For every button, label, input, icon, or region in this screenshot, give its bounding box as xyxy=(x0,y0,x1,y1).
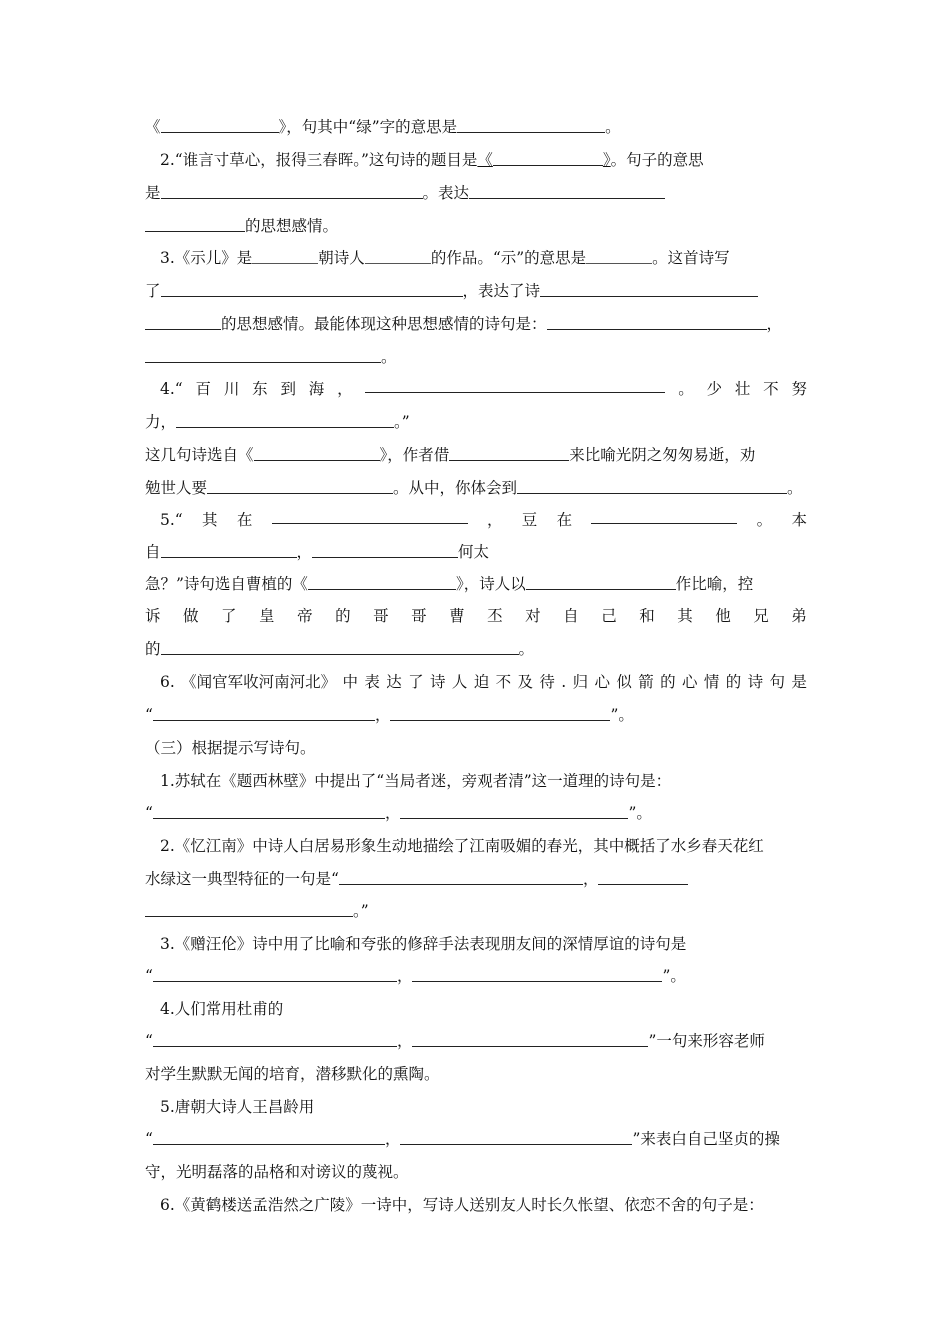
answer-blank[interactable] xyxy=(161,114,279,133)
text: 4.人们常用杜甫的 xyxy=(160,1000,284,1018)
text: 在 xyxy=(236,511,253,529)
line-s3-q4-c xyxy=(145,1059,807,1089)
text: 哥 xyxy=(373,607,389,625)
text: 的 xyxy=(145,640,161,658)
text: “ xyxy=(145,804,153,822)
text: 是 xyxy=(145,184,161,202)
text: 5.“ xyxy=(160,511,183,529)
text: ， xyxy=(384,1130,401,1148)
line-q4 xyxy=(145,374,807,404)
text: 是 xyxy=(791,673,807,691)
text: ， xyxy=(486,511,503,529)
text: 待 xyxy=(539,673,555,691)
line-s3-q3 xyxy=(145,929,822,959)
text: 3.《示儿》是 xyxy=(160,249,253,267)
answer-blank[interactable] xyxy=(390,702,610,721)
text: ， xyxy=(296,543,313,561)
text: ， xyxy=(396,967,413,985)
answer-blank[interactable] xyxy=(153,702,375,721)
text: 海 xyxy=(308,380,325,398)
answer-blank[interactable] xyxy=(145,213,245,232)
line-s3-q4 xyxy=(145,994,822,1024)
section-heading xyxy=(145,733,807,763)
text: 豆 xyxy=(521,511,538,529)
line-s3-q5-c xyxy=(145,1157,807,1187)
answer-blank[interactable] xyxy=(176,409,394,428)
text: 诗 xyxy=(747,673,764,691)
text: 勉世人要 xyxy=(145,479,208,497)
text: 兄 xyxy=(753,607,769,625)
answer-blank[interactable] xyxy=(365,374,665,393)
text: 本 xyxy=(791,511,807,529)
line-s3-q2-c xyxy=(145,896,807,926)
line-q4-d xyxy=(145,473,807,503)
line-q3-b xyxy=(145,276,807,306)
line-q3-d xyxy=(145,342,807,372)
text: 及 xyxy=(517,673,534,691)
line-q5-d xyxy=(145,601,807,631)
line-s3-q4-b xyxy=(145,1026,807,1056)
text: 句 xyxy=(769,673,785,691)
text: 努 xyxy=(791,380,807,398)
line-q1-end xyxy=(145,112,807,142)
text: 的思想感情。最能体现这种思想感情的诗句是： xyxy=(221,315,547,333)
answer-blank[interactable] xyxy=(365,245,431,264)
answer-blank[interactable] xyxy=(412,963,662,982)
text: 了 xyxy=(145,282,161,300)
text: 力， xyxy=(145,413,177,431)
text: 。 xyxy=(787,479,803,497)
text: 迫 xyxy=(473,673,490,691)
text: 5.唐朝大诗人王昌龄用 xyxy=(160,1098,315,1116)
text: 守，光明磊落的品格和对谤议的蔑视。 xyxy=(145,1163,409,1181)
text: ， xyxy=(396,1032,413,1050)
text: “ xyxy=(145,1130,153,1148)
text: 归 xyxy=(572,673,589,691)
text: 不 xyxy=(763,380,779,398)
answer-blank[interactable] xyxy=(161,180,423,199)
text: 作比喻，控 xyxy=(675,575,754,593)
answer-blank[interactable] xyxy=(339,866,583,885)
line-s3-q2-b xyxy=(145,864,807,894)
text: 其 xyxy=(202,511,218,529)
line-s3-q6 xyxy=(145,1190,822,1220)
text: 。” xyxy=(394,413,410,431)
text: ， xyxy=(766,315,783,333)
text: 》，诗人以 xyxy=(455,575,526,593)
text: 弟 xyxy=(791,607,807,625)
text: 壮 xyxy=(734,380,751,398)
line-q2-c xyxy=(145,211,807,241)
text: 自 xyxy=(563,607,579,625)
answer-blank[interactable] xyxy=(540,278,758,297)
text: 的 xyxy=(335,607,351,625)
text: ”。 xyxy=(610,706,634,724)
answer-blank[interactable] xyxy=(308,571,456,590)
answer-blank[interactable] xyxy=(254,442,380,461)
line-s3-q1-b xyxy=(145,798,807,828)
text: 他 xyxy=(715,607,731,625)
text: “ xyxy=(145,967,153,985)
answer-blank[interactable] xyxy=(207,475,393,494)
text: 》，句其中“绿”字的意思是 xyxy=(278,118,458,136)
text: “ xyxy=(145,1032,153,1050)
text: ”一句来形容老师 xyxy=(648,1032,765,1050)
text: 自 xyxy=(145,543,161,561)
text: 达 xyxy=(386,673,402,691)
answer-blank[interactable] xyxy=(252,245,318,264)
text: 的思想感情。 xyxy=(245,217,339,235)
answer-blank[interactable] xyxy=(145,898,353,917)
text: 。表达 xyxy=(422,184,470,202)
text: 。这首诗写 xyxy=(652,249,730,267)
text: 何太 xyxy=(458,543,490,561)
text: ”来表白自己坚贞的操 xyxy=(632,1130,780,1148)
text: 其 xyxy=(677,607,693,625)
text: 对 xyxy=(525,607,541,625)
text: 哥 xyxy=(411,607,427,625)
text: . xyxy=(561,673,567,691)
text: 。 xyxy=(756,511,773,529)
line-q4-b xyxy=(145,407,807,437)
answer-blank[interactable] xyxy=(412,1028,648,1047)
text: ， xyxy=(384,804,401,822)
answer-blank[interactable] xyxy=(145,311,221,330)
text: 《闻官军收河南河北》 xyxy=(181,673,337,691)
answer-blank[interactable] xyxy=(312,539,458,558)
text: 这几句诗选自《 xyxy=(145,446,254,464)
answer-blank[interactable] xyxy=(400,800,628,819)
text: 来比喻光阴之匆匆易逝，劝 xyxy=(569,446,756,464)
answer-blank[interactable] xyxy=(145,344,381,363)
text: 和 xyxy=(639,607,655,625)
text: ， xyxy=(374,706,391,724)
line-q3 xyxy=(145,243,822,273)
text: 。从中，你体会到 xyxy=(393,479,518,497)
text: 百 xyxy=(195,380,212,398)
answer-blank[interactable] xyxy=(469,180,665,199)
text: 表 xyxy=(364,673,380,691)
text: ，表达了诗 xyxy=(462,282,541,300)
answer-blank[interactable] xyxy=(598,866,688,885)
line-q3-c xyxy=(145,309,807,339)
text: 的作品。“示”的意思是 xyxy=(430,249,587,267)
text: 的 xyxy=(725,673,742,691)
text: 《 xyxy=(477,151,493,169)
text: 》 xyxy=(602,151,611,169)
text: 6.《黄鹤楼送孟浩然之广陵》一诗中，写诗人送别友人时长久怅望、依恋不舍的句子是： xyxy=(160,1196,764,1214)
line-q5-b xyxy=(145,537,807,567)
answer-blank[interactable] xyxy=(547,311,767,330)
answer-blank[interactable] xyxy=(161,636,519,655)
text: 丕 xyxy=(487,607,503,625)
text: 心 xyxy=(594,673,610,691)
text: 箭 xyxy=(638,673,654,691)
line-s3-q5-b xyxy=(145,1124,807,1154)
text: 曹 xyxy=(449,607,465,625)
answer-blank[interactable] xyxy=(457,114,605,133)
text: 人 xyxy=(451,673,468,691)
text: 似 xyxy=(616,673,632,691)
text: 3.《赠汪伦》诗中用了比喻和夸张的修辞手法表现朋友间的深情厚谊的诗句是 xyxy=(160,935,687,953)
text: 2.《忆江南》中诗人白居易形象生动地描绘了江南吸媚的春光，其中概括了水乡春天花红 xyxy=(160,837,764,855)
line-q2-b xyxy=(145,178,807,208)
answer-blank[interactable] xyxy=(526,571,676,590)
text: 2.“谁言寸草心，报得三春晖。”这句诗的题目是 xyxy=(160,151,478,169)
answer-blank[interactable] xyxy=(272,505,468,524)
text: 到 xyxy=(280,380,296,398)
text: 了 xyxy=(408,673,424,691)
line-q6 xyxy=(145,667,807,697)
text: 《 xyxy=(145,118,161,136)
text: 。 xyxy=(678,380,694,398)
text: 对学生默默无闻的培育，潜移默化的熏陶。 xyxy=(145,1065,440,1083)
answer-blank[interactable] xyxy=(400,1126,632,1145)
line-q6-b xyxy=(145,700,807,730)
answer-blank[interactable] xyxy=(449,442,569,461)
line-q5-c xyxy=(145,569,807,599)
text: 。” xyxy=(353,902,369,920)
answer-blank[interactable] xyxy=(493,147,603,166)
answer-blank[interactable] xyxy=(517,475,787,494)
line-q2 xyxy=(145,145,822,175)
text: ”。 xyxy=(662,967,686,985)
answer-blank[interactable] xyxy=(591,505,737,524)
text: ， xyxy=(582,870,599,888)
answer-blank[interactable] xyxy=(153,1028,397,1047)
text: 4.“ xyxy=(160,380,183,398)
text: 在 xyxy=(556,511,573,529)
text: 6. xyxy=(160,673,175,691)
text: ， xyxy=(337,380,353,398)
text: 做 xyxy=(183,607,199,625)
text: “ xyxy=(145,706,153,724)
text: 》，作者借 xyxy=(379,446,450,464)
line-s3-q1 xyxy=(145,766,822,796)
line-s3-q3-b xyxy=(145,961,807,991)
text: 中 xyxy=(342,673,359,691)
text: 己 xyxy=(601,607,617,625)
text: 。 xyxy=(518,640,535,658)
line-q5 xyxy=(145,505,807,535)
text: 情 xyxy=(703,673,720,691)
answer-blank[interactable] xyxy=(161,278,463,297)
text: 的 xyxy=(660,673,676,691)
text: 心 xyxy=(681,673,698,691)
text: （三）根据提示写诗句。 xyxy=(145,739,316,757)
line-s3-q2 xyxy=(145,831,822,861)
line-q4-c xyxy=(145,440,807,470)
text: 。 xyxy=(605,118,621,136)
answer-blank[interactable] xyxy=(153,1126,385,1145)
text: 皇 xyxy=(259,607,275,625)
answer-blank[interactable] xyxy=(153,800,385,819)
text: 1.苏轼在《题西林壁》中提出了“当局者迷，旁观者清”这一道理的诗句是： xyxy=(160,772,672,790)
text: 朝诗人 xyxy=(318,249,365,267)
text: 少 xyxy=(706,380,723,398)
text: 不 xyxy=(495,673,512,691)
text: 川 xyxy=(223,380,240,398)
text: 。 xyxy=(381,348,397,366)
text: 水绿这一典型特征的一句是“ xyxy=(145,870,339,888)
text: 东 xyxy=(252,380,268,398)
text: 诗 xyxy=(430,673,446,691)
text: 。句子的意思 xyxy=(610,151,704,169)
line-s3-q5 xyxy=(145,1092,822,1122)
text: ”。 xyxy=(628,804,652,822)
answer-blank[interactable] xyxy=(153,963,397,982)
answer-blank[interactable] xyxy=(586,245,652,264)
answer-blank[interactable] xyxy=(161,539,297,558)
text: 急？”诗句选自曹植的《 xyxy=(145,575,308,593)
text: 帝 xyxy=(297,607,313,625)
line-q5-e xyxy=(145,634,807,664)
text: 诉 xyxy=(145,607,161,625)
text: 了 xyxy=(221,607,237,625)
